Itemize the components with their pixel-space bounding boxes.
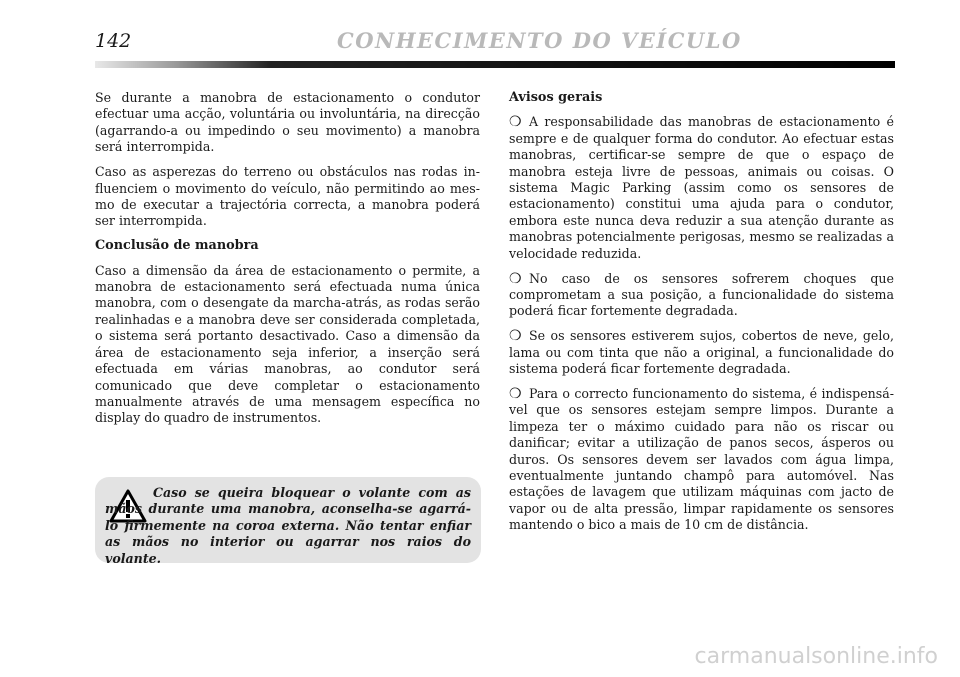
left-column: [95, 90, 480, 435]
right-column: [509, 90, 894, 542]
warning-box: [95, 477, 481, 566]
bullet-text: No caso de os sensores sofrerem choques que comprometam a sua posição, a funcionalidade do sistema poderá ficar fortemente degradada.: [509, 270, 894, 319]
bullet-circle-icon: ❍: [509, 114, 522, 131]
warning-text: Caso se queira bloquear o volante com as mãos durante uma manobra, aconselha-se agarrá-lo firmemente na coroa externa. Não tentar enfiar as mãos no interior ou agarrar nos raios do volante.: [105, 485, 471, 566]
bullet-item: [509, 114, 894, 262]
paragraph-terrain-interruption: Caso as asperezas do terreno ou obstáculos nas rodas influenciem o movimento do veículo, não permitindo ao mesmo de executar a trajectória correcta, a manobra poderá ser interrompida.: [95, 164, 480, 229]
bullet-text: Se os sensores estiverem sujos, cobertos de neve, gelo, lama ou com tinta que não a original, a funcionalidade do sistema poderá ficar fortemente degradada.: [509, 328, 894, 377]
paragraph-steering-interruption: Se durante a manobra de estacionamento o condutor efectuar uma acção, voluntária ou involuntária, na direcção (agarrando-a ou impedindo o seu movimento) a manobra será interrompida.: [95, 90, 480, 155]
warning-text-block: [105, 485, 471, 567]
bullet-item: [509, 271, 894, 320]
bullet-item: [509, 328, 894, 377]
chapter-title: CONHECIMENTO DO VEÍCULO: [337, 28, 742, 53]
section-heading-conclusion: Conclusão de manobra: [95, 238, 259, 254]
bullet-text: Para o correcto funcionamento do sistema, é indispensável que os sensores estejam sempre limpos. Durante a limpeza ter o máximo cuidado para não os riscar ou danificar; evitar a utilização de panos secos, ásperos ou duros. Os sensores devem ser lavados com água limpa, eventualmente juntando champô para automóvel. Nas estações de lavagem que utilizam máquinas com jacto de vapor ou de alta pressão, limpar rapidamente os sensores mantendo o bico a mais de 10 cm de distância.: [509, 386, 894, 533]
bullet-text: A responsabilidade das manobras de estacionamento é sempre e de qualquer forma do condutor. Ao efectuar estas manobras, certificar-se sempre de que o espaço de manobra esteja livre de pessoas, animais ou coisas. O sistema Magic Parking (assim como os sensores de estacionamento) constitui uma ajuda para o condutor, embora este nunca deva reduzir a sua atenção durante as manobras potencialmente perigosas, mesmo se realizadas a velocidade reduzida.: [509, 114, 894, 261]
section-heading-general-warnings: Avisos gerais: [509, 90, 603, 105]
page-number: 142: [95, 30, 132, 52]
watermark: carmanualsonline.info: [694, 644, 938, 669]
bullet-circle-icon: ❍: [509, 328, 522, 345]
header-rule: [95, 61, 895, 68]
paragraph-conclusion: Caso a dimensão da área de estacionamento o permite, a manobra de estacionamento será efectuada numa única manobra, com o desengate da marcha-atrás, as rodas serão realinhadas e a manobra deve ser considerada completada, o sistema será portanto desactivado. Caso a dimensão da área de estacionamento seja inferior, a inserção será efectuada em várias manobras, ao condutor será comunicado que deve completar o estacionamento manualmente através de uma mensagem específica no display do quadro de instrumentos.: [95, 262, 480, 426]
bullet-circle-icon: ❍: [509, 270, 522, 287]
bullet-circle-icon: ❍: [509, 386, 522, 402]
bullet-item: [509, 386, 894, 534]
